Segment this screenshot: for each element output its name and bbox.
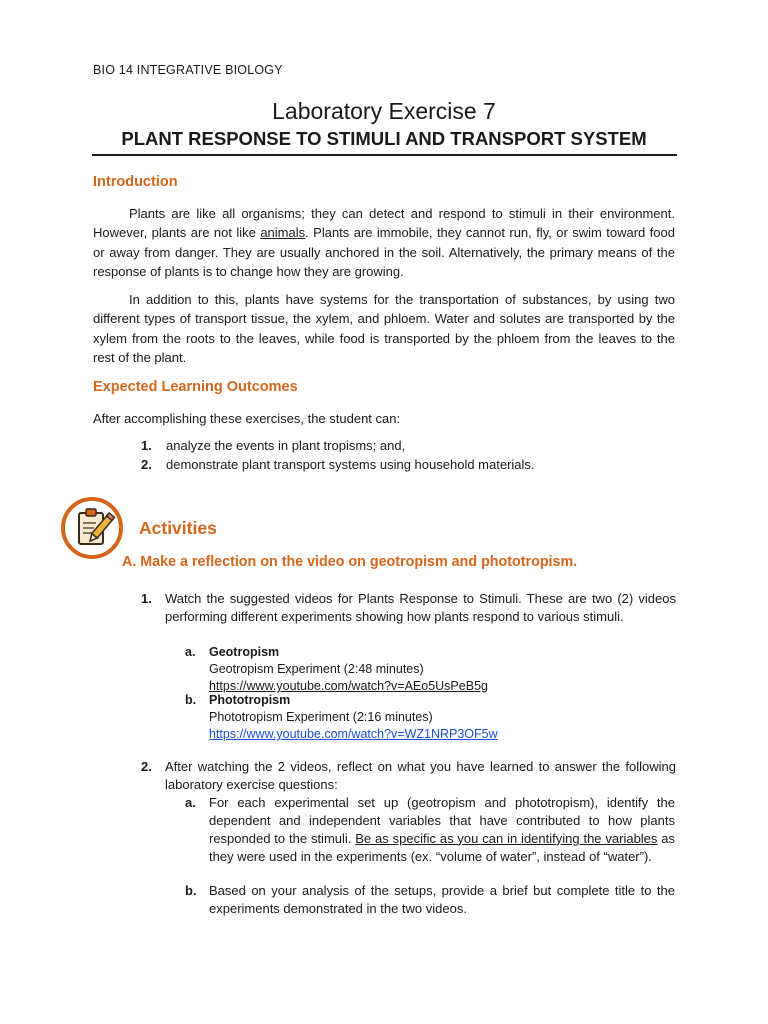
intro-p1-underlined: animals	[260, 225, 306, 241]
page-title: Laboratory Exercise 7	[272, 98, 496, 124]
sub-item-description: Geotropism Experiment (2:48 minutes)	[209, 662, 424, 676]
sub-item-name: Geotropism	[209, 645, 280, 659]
question-a-text-2: as they were used in the experiments (ex. “volume of water”, instead of “water”).	[209, 830, 676, 864]
question-a-text-1: For each experimental set up (geotropism and phototropism), identify the dependent and independent variables that have contributed to how plants responded to the stimuli.	[209, 795, 675, 846]
question-letter: a.	[185, 795, 196, 810]
sub-item-geotropism	[185, 644, 665, 696]
list-item-text: analyze the events in plant tropisms; and,	[166, 438, 406, 453]
sub-item-name: Phototropism	[209, 693, 291, 707]
title-divider	[92, 154, 677, 156]
sub-item-body	[209, 644, 488, 695]
sub-item-body	[209, 692, 498, 743]
sub-item-description: Phototropism Experiment (2:16 minutes)	[209, 710, 433, 724]
list-item-number: 1.	[141, 438, 152, 453]
item-number: 1.	[141, 591, 152, 606]
intro-paragraph-1	[93, 204, 675, 281]
sub-item-letter: a.	[185, 645, 196, 659]
clipboard-pencil-icon	[60, 496, 124, 560]
item-text: After watching the 2 videos, reflect on what you have learned to answer the following laboratory exercise questions:	[165, 759, 676, 793]
question-a-underlined: Be as specific as you can in identifying the variables	[355, 830, 658, 846]
question-text	[209, 794, 675, 866]
intro-p2-text: In addition to this, plants have systems for the transportation of substances, by using two different types of transport tissue, the xylem, and phloem. Water and solutes are transported by the xylem from the roots to the leaves, while food is transported by the phloem from the leaves to the rest of the plant.	[93, 292, 675, 365]
geotropism-video-link[interactable]: https://www.youtube.com/watch?v=AEo5UsPeB5g	[209, 679, 488, 693]
sub-item-phototropism	[185, 692, 665, 744]
question-b	[185, 882, 680, 922]
course-label: BIO 14 INTEGRATIVE BIOLOGY	[93, 63, 283, 77]
outcomes-list	[141, 437, 535, 474]
sub-item-letter: b.	[185, 693, 197, 707]
question-text: Based on your analysis of the setups, provide a brief but complete title to the experiments demonstrated in the two videos.	[209, 883, 675, 916]
activity-item-2	[141, 758, 681, 798]
item-text: Watch the suggested videos for Plants Response to Stimuli. These are two (2) videos performing different experiments showing how plants respond to various stimuli.	[165, 591, 676, 625]
list-item	[141, 437, 535, 456]
intro-p1-text-b: . Plants are immobile, they cannot run, fly, or swim toward food or away from danger. They are usually anchored in the soil. Alternatively, the primary means of the response of plants is to change how they are growing.	[93, 225, 675, 279]
question-letter: b.	[185, 883, 197, 898]
section-a-heading: A. Make a reflection on the video on geotropism and phototropism.	[122, 554, 578, 570]
item-number: 2.	[141, 759, 152, 774]
intro-p1-text-a: Plants are like all organisms; they can detect and respond to stimuli in their environment. However, plants are not like	[93, 206, 675, 241]
question-a	[185, 794, 680, 884]
list-item-text: demonstrate plant transport systems using household materials.	[166, 456, 535, 472]
outcomes-heading: Expected Learning Outcomes	[93, 379, 298, 395]
activity-item-1	[141, 590, 681, 650]
page-subtitle: PLANT RESPONSE TO STIMULI AND TRANSPORT SYSTEM	[121, 128, 647, 149]
intro-paragraph-2	[93, 290, 675, 367]
list-item-number: 2.	[141, 456, 152, 472]
phototropism-video-link[interactable]: https://www.youtube.com/watch?v=WZ1NRP3OF5w	[209, 727, 498, 741]
activities-heading: Activities	[139, 518, 217, 538]
introduction-heading: Introduction	[93, 174, 178, 190]
outcomes-lead: After accomplishing these exercises, the student can:	[93, 411, 401, 426]
list-item	[141, 456, 535, 475]
